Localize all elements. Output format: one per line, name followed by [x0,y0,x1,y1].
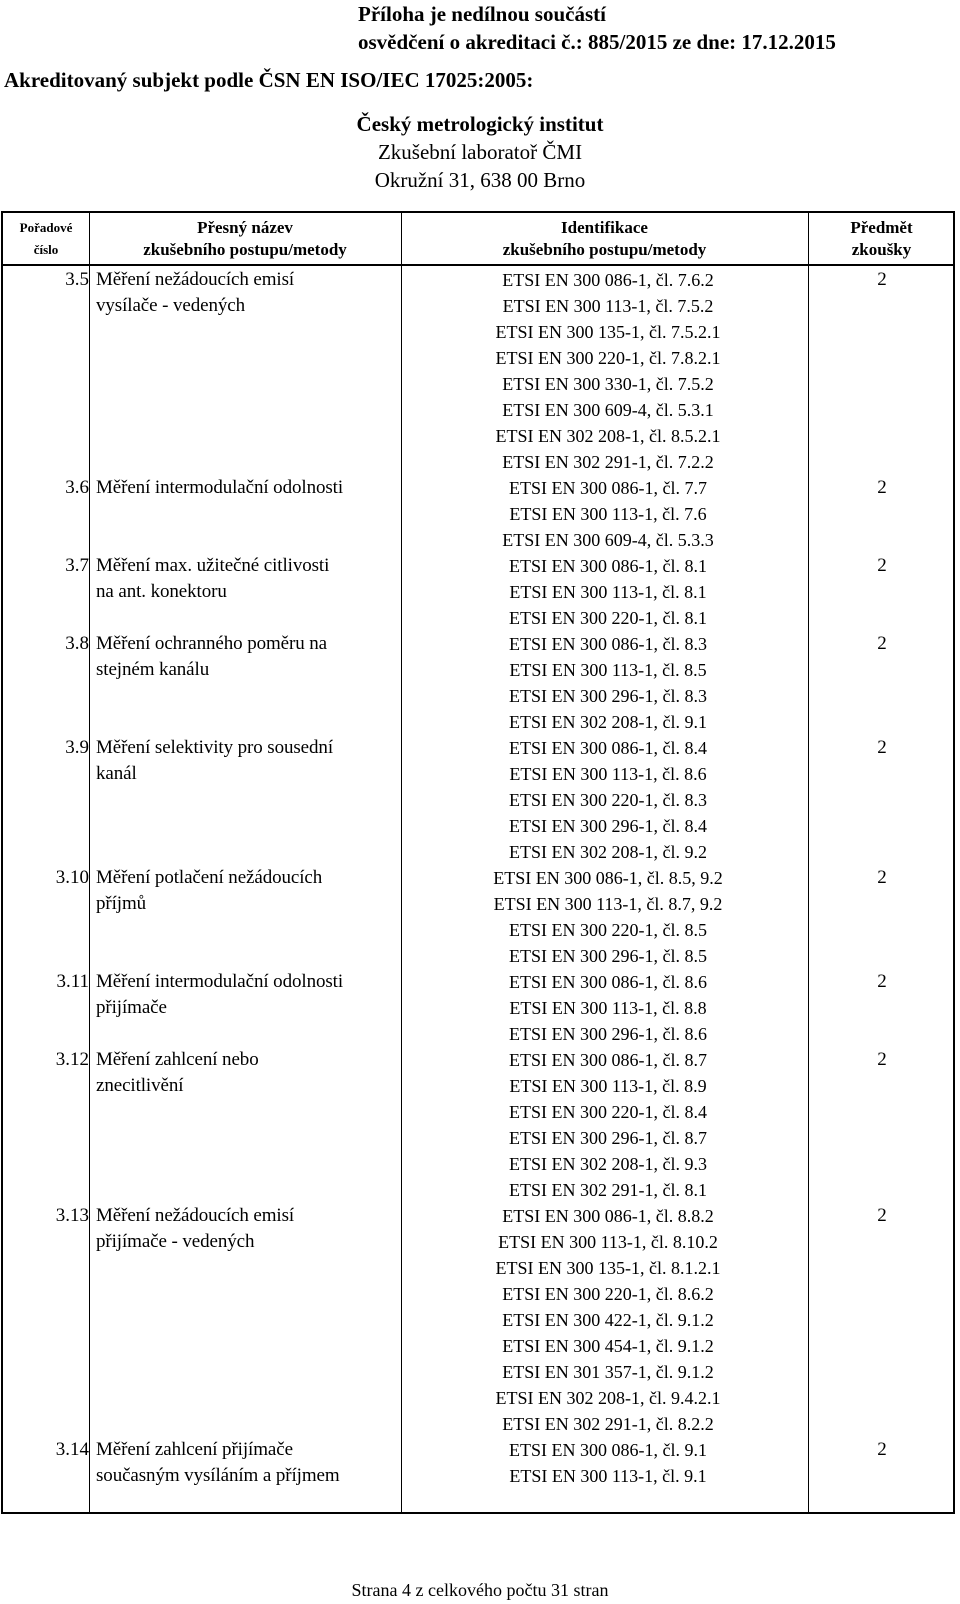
standard-reference: ETSI EN 302 291-1, čl. 8.2.2 [502,1414,714,1434]
method-identifications [408,969,808,1047]
test-subject: 2 [877,1439,887,1460]
test-subject: 2 [877,737,887,758]
standard-reference: ETSI EN 300 086-1, čl. 8.6 [509,972,707,992]
annex-title: Příloha je nedílnou součástí [358,2,606,26]
accreditation-number-date: osvědčení o akreditaci č.: 885/2015 ze dne: 17.12.2015 [358,30,836,54]
method-identifications [408,475,808,553]
standard-reference: ETSI EN 302 208-1, čl. 8.5.2.1 [495,426,721,446]
standard-reference: ETSI EN 300 086-1, čl. 7.7 [509,478,707,498]
standard-reference: ETSI EN 300 113-1, čl. 8.7, 9.2 [493,894,723,914]
standard-reference: ETSI EN 300 113-1, čl. 8.5 [509,660,707,680]
row-number: 3.6 [65,477,89,498]
standard-reference: ETSI EN 300 113-1, čl. 7.5.2 [502,296,714,316]
header-divider [3,264,953,266]
table-row [3,475,955,553]
method-identifications [408,1203,808,1437]
method-identifications [408,1437,808,1489]
standard-reference: ETSI EN 300 086-1, čl. 8.8.2 [502,1206,714,1226]
method-identifications [408,267,808,475]
method-name-line: Měření ochranného poměru na [96,633,328,654]
method-name [96,267,396,319]
row-number: 3.8 [65,633,89,654]
standard-reference: ETSI EN 300 113-1, čl. 9.1 [509,1466,707,1486]
method-name-line: Měření selektivity pro sousední [96,737,333,758]
method-name [96,1203,396,1255]
standard-reference: ETSI EN 300 086-1, čl. 8.5, 9.2 [493,868,723,888]
test-subject: 2 [877,1049,887,1070]
method-identifications [408,553,808,631]
lab-address: Okružní 31, 638 00 Brno [374,168,586,192]
standard-reference: ETSI EN 302 208-1, čl. 9.1 [509,712,707,732]
standard-reference: ETSI EN 300 220-1, čl. 8.6.2 [502,1284,714,1304]
standard-reference: ETSI EN 300 296-1, čl. 8.3 [509,686,707,706]
method-identifications [408,1047,808,1203]
test-subject: 2 [877,633,887,654]
standard-reference: ETSI EN 300 296-1, čl. 8.5 [509,946,707,966]
standard-reference: ETSI EN 300 296-1, čl. 8.6 [509,1024,707,1044]
standard-reference: ETSI EN 300 220-1, čl. 8.5 [509,920,707,940]
standard-reference: ETSI EN 300 113-1, čl. 8.1 [509,582,707,602]
column-header-order: Pořadové číslo [19,220,73,257]
method-identifications [408,631,808,735]
standard-reference: ETSI EN 300 086-1, čl. 7.6.2 [502,270,714,290]
standard-reference: ETSI EN 302 208-1, čl. 9.2 [509,842,707,862]
row-number: 3.10 [55,867,89,888]
test-subject: 2 [877,477,887,498]
standard-reference: ETSI EN 301 357-1, čl. 9.1.2 [502,1362,714,1382]
standard-reference: ETSI EN 300 086-1, čl. 8.3 [509,634,707,654]
method-name-line: kanál [96,763,137,784]
column-header-identification: Identifikace zkušebního postupu/metody [502,218,707,259]
test-subject: 2 [877,555,887,576]
standard-reference: ETSI EN 300 086-1, čl. 8.1 [509,556,707,576]
test-subject: 2 [877,971,887,992]
standard-reference: ETSI EN 302 208-1, čl. 9.3 [509,1154,707,1174]
method-name [96,1047,396,1099]
standard-reference: ETSI EN 300 113-1, čl. 8.6 [509,764,707,784]
standard-reference: ETSI EN 300 609-4, čl. 5.3.3 [502,530,714,550]
row-number: 3.9 [65,737,89,758]
table-row [3,1047,955,1203]
method-name [96,631,396,683]
method-name-line: přijímače [96,997,167,1018]
column-header-subject: Předmět zkoušky [850,218,913,259]
table-row [3,969,955,1047]
standard-reference: ETSI EN 300 220-1, čl. 8.4 [509,1102,707,1122]
table-body [3,267,955,1489]
method-name-line: na ant. konektoru [96,581,227,602]
row-number: 3.11 [56,971,89,992]
method-name-line: Měření potlačení nežádoucích [96,867,323,888]
standard-reference: ETSI EN 300 454-1, čl. 9.1.2 [502,1336,714,1356]
standard-reference: ETSI EN 300 220-1, čl. 7.8.2.1 [495,348,721,368]
method-name [96,475,396,501]
row-number: 3.12 [55,1049,89,1070]
method-name-line: Měření nežádoucích emisí [96,269,295,290]
standard-reference: ETSI EN 300 422-1, čl. 9.1.2 [502,1310,714,1330]
method-name-line: Měření intermodulační odolnosti [96,971,344,992]
method-name [96,1437,396,1489]
method-name-line: Měření nežádoucích emisí [96,1205,295,1226]
standard-reference: ETSI EN 300 135-1, čl. 7.5.2.1 [495,322,721,342]
standard-reference: ETSI EN 300 113-1, čl. 8.9 [509,1076,707,1096]
test-subject: 2 [877,1205,887,1226]
method-name-line: vysílače - vedených [96,295,245,316]
method-name-line: Měření intermodulační odolnosti [96,477,344,498]
standard-reference: ETSI EN 300 296-1, čl. 8.4 [509,816,707,836]
row-number: 3.14 [55,1439,89,1460]
method-identifications [408,735,808,865]
method-name-line: stejném kanálu [96,659,210,680]
standard-reference: ETSI EN 300 220-1, čl. 8.3 [509,790,707,810]
standard-reference: ETSI EN 300 113-1, čl. 7.6 [509,504,707,524]
accredited-subject-label: Akreditovaný subjekt podle ČSN EN ISO/IEC 17025:2005: [4,68,534,92]
table-row [3,865,955,969]
standard-reference: ETSI EN 300 113-1, čl. 8.8 [509,998,707,1018]
row-number: 3.13 [55,1205,89,1226]
method-name-line: Měření zahlcení přijímače [96,1439,293,1460]
standard-reference: ETSI EN 302 291-1, čl. 8.1 [509,1180,707,1200]
method-name-line: příjmů [96,893,147,914]
standard-reference: ETSI EN 302 208-1, čl. 9.4.2.1 [495,1388,721,1408]
method-identifications [408,865,808,969]
standard-reference: ETSI EN 300 330-1, čl. 7.5.2 [502,374,714,394]
standard-reference: ETSI EN 300 296-1, čl. 8.7 [509,1128,707,1148]
method-name-line: Měření max. užitečné citlivosti [96,555,330,576]
column-header-name: Přesný název zkušebního postupu/metody [143,218,347,259]
table-row [3,267,955,475]
table-row [3,631,955,735]
method-name [96,735,396,787]
table-row [3,1437,955,1489]
row-number: 3.7 [65,555,89,576]
table-row [3,735,955,865]
method-name [96,969,396,1021]
page-footer: Strana 4 z celkového počtu 31 stran [351,1580,609,1600]
method-name [96,865,396,917]
method-name-line: Měření zahlcení nebo [96,1049,259,1070]
standard-reference: ETSI EN 300 086-1, čl. 9.1 [509,1440,707,1460]
standard-reference: ETSI EN 300 086-1, čl. 8.7 [509,1050,707,1070]
method-name [96,553,396,605]
standard-reference: ETSI EN 300 220-1, čl. 8.1 [509,608,707,628]
test-subject: 2 [877,269,887,290]
method-name-line: současným vysíláním a příjmem [96,1465,340,1486]
standard-reference: ETSI EN 300 086-1, čl. 8.4 [509,738,707,758]
test-subject: 2 [877,867,887,888]
table-row [3,553,955,631]
standard-reference: ETSI EN 300 135-1, čl. 8.1.2.1 [495,1258,721,1278]
standard-reference: ETSI EN 300 113-1, čl. 8.10.2 [498,1232,718,1252]
methods-table [1,211,955,1514]
method-name-line: znecitlivění [96,1075,184,1096]
method-name-line: přijímače - vedených [96,1231,255,1252]
standard-reference: ETSI EN 300 609-4, čl. 5.3.1 [502,400,714,420]
table-row [3,1203,955,1437]
institute-name: Český metrologický institut [356,112,604,136]
standard-reference: ETSI EN 302 291-1, čl. 7.2.2 [502,452,714,472]
row-number: 3.5 [65,269,89,290]
lab-name: Zkušební laboratoř ČMI [377,140,583,164]
